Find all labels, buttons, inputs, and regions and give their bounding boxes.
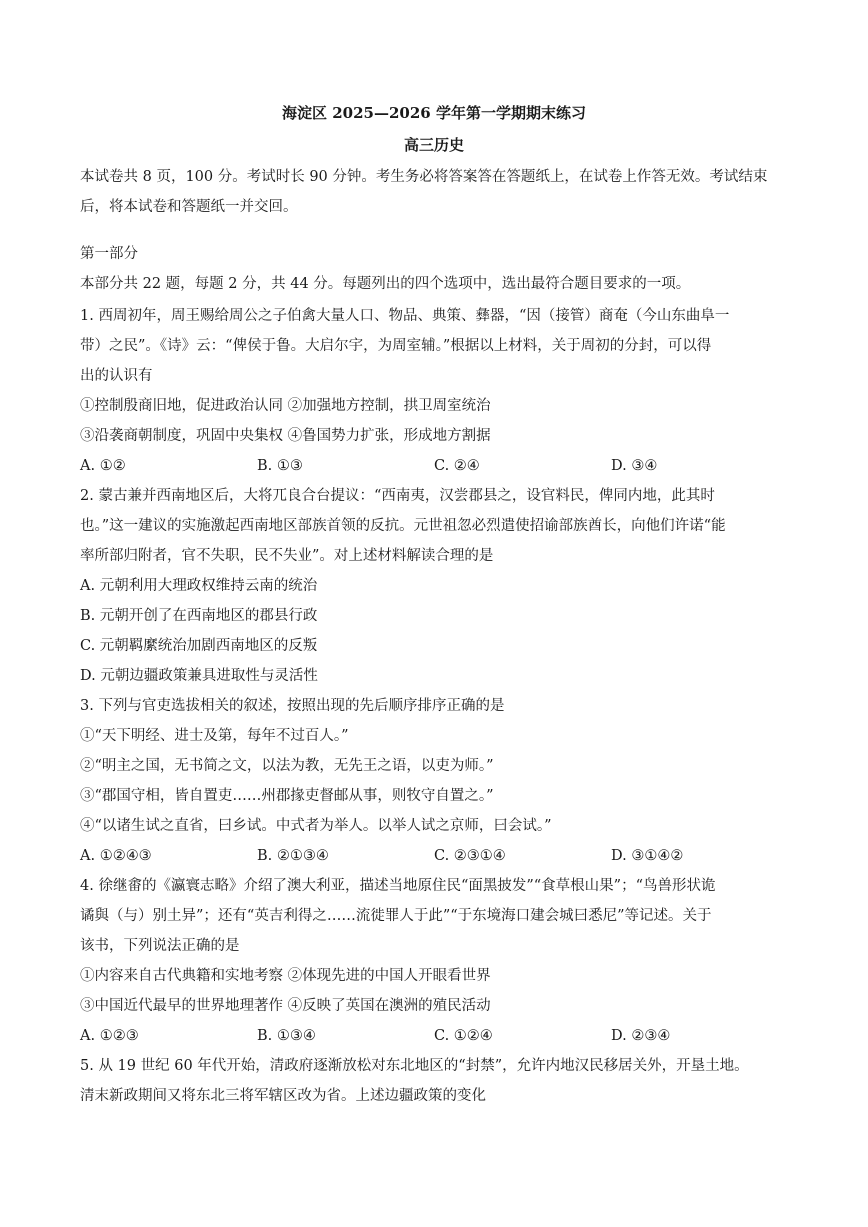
option-b: B. ②①③④ xyxy=(257,848,329,864)
question-5-line: 清末新政期间又将东北三将军辖区改为省。上述边疆政策的变化 xyxy=(80,1088,486,1104)
exam-subject: 高三历史 xyxy=(403,136,464,154)
option-a: A. ①②③ xyxy=(80,1028,139,1044)
question-3-line: 3. 下列与官吏选拔相关的叙述，按照出现的先后顺序排序正确的是 xyxy=(80,698,505,714)
part-instructions: 本部分共 22 题，每题 2 分，共 44 分。每题列出的四个选项中，选出最符合题目要求的一项。 xyxy=(80,276,691,292)
intro-line: 后，将本试卷和答题纸一并交回。 xyxy=(80,199,298,215)
question-3-statement: ①“天下明经、进士及第，每年不过百人。” xyxy=(80,728,349,744)
question-4-line: 谲與（与）别土异”；还有“英吉利得之……流徙罪人于此”“于东境海口建会城曰悉尼”等记述。关于 xyxy=(80,908,712,924)
option-d: D. ③④ xyxy=(611,458,658,474)
question-4-line: 该书，下列说法正确的是 xyxy=(80,938,240,954)
question-2-option: D. 元朝边疆政策兼具进取性与灵活性 xyxy=(80,668,318,684)
option-d: D. ③①④② xyxy=(611,848,684,864)
question-3-statement: ②“明主之国，无书简之文，以法为教，无先王之语，以吏为师。” xyxy=(80,758,494,774)
question-2-option: C. 元朝羁縻统治加剧西南地区的反叛 xyxy=(80,638,318,654)
part-title: 第一部分 xyxy=(80,246,138,262)
option-c: C. ②③①④ xyxy=(434,848,506,864)
option-b: B. ①③④ xyxy=(257,1028,316,1044)
question-4-line: 4. 徐继畬的《瀛寰志略》介绍了澳大利亚，描述当地原住民“面黑披发”“食草根山果”；“鸟兽形状诡 xyxy=(80,878,716,894)
question-3-statement: ④“以诸生试之直省，曰乡试。中式者为举人。以举人试之京师，曰会试。” xyxy=(80,818,552,834)
question-1-line: 1. 西周初年，周王赐给周公之子伯禽大量人口、物品、典策、彝器，“因（接管）商奄（今山东曲阜一 xyxy=(80,308,730,324)
option-b: B. ①③ xyxy=(257,458,303,474)
question-3-statement: ③“郡国守相，皆自置吏……州郡掾吏督邮从事，则牧守自置之。” xyxy=(80,788,494,804)
question-2-line: 率所部归附者，官不失职，民不失业”。对上述材料解读合理的是 xyxy=(80,548,494,564)
question-1-statement: ①控制殷商旧地，促进政治认同 ②加强地方控制，拱卫周室统治 xyxy=(80,398,491,414)
option-c: C. ①②④ xyxy=(434,1028,493,1044)
option-a: A. ①②④③ xyxy=(80,848,152,864)
intro-line: 本试卷共 8 页，100 分。考试时长 90 分钟。考生务必将答案答在答题纸上，在试卷上作答无效。考试结束 xyxy=(80,169,768,185)
option-a: A. ①② xyxy=(80,458,126,474)
question-2-line: 2. 蒙古兼并西南地区后，大将兀良合台提议：“西南夷，汉尝郡县之，设官料民，俾同内地，此其时 xyxy=(80,488,715,504)
question-2-line: 也。”这一建议的实施激起西南地区部族首领的反抗。元世祖忽必烈遣使招谕部族酋长，向他们许诺“能 xyxy=(80,518,726,534)
question-1-line: 出的认识有 xyxy=(80,368,153,384)
question-4-statement: ①内容来自古代典籍和实地考察 ②体现先进的中国人开眼看世界 xyxy=(80,968,491,984)
option-d: D. ②③④ xyxy=(611,1028,671,1044)
question-2-option: B. 元朝开创了在西南地区的郡县行政 xyxy=(80,608,318,624)
question-1-line: 带）之民”。《诗》云：“俾侯于鲁。大启尔宇，为周室辅。”根据以上材料，关于周初的分封，可以得 xyxy=(80,338,712,354)
exam-title: 海淀区 2025—2026 学年第一学期期末练习 xyxy=(282,104,586,122)
question-2-option: A. 元朝利用大理政权维持云南的统治 xyxy=(80,578,318,594)
option-c: C. ②④ xyxy=(434,458,480,474)
question-4-statement: ③中国近代最早的世界地理著作 ④反映了英国在澳洲的殖民活动 xyxy=(80,998,491,1014)
question-1-statement: ③沿袭商朝制度，巩固中央集权 ④鲁国势力扩张，形成地方割据 xyxy=(80,428,491,444)
question-5-line: 5. 从 19 世纪 60 年代开始，清政府逐渐放松对东北地区的“封禁”，允许内地汉民移居关外，开垦土地。 xyxy=(80,1058,749,1074)
